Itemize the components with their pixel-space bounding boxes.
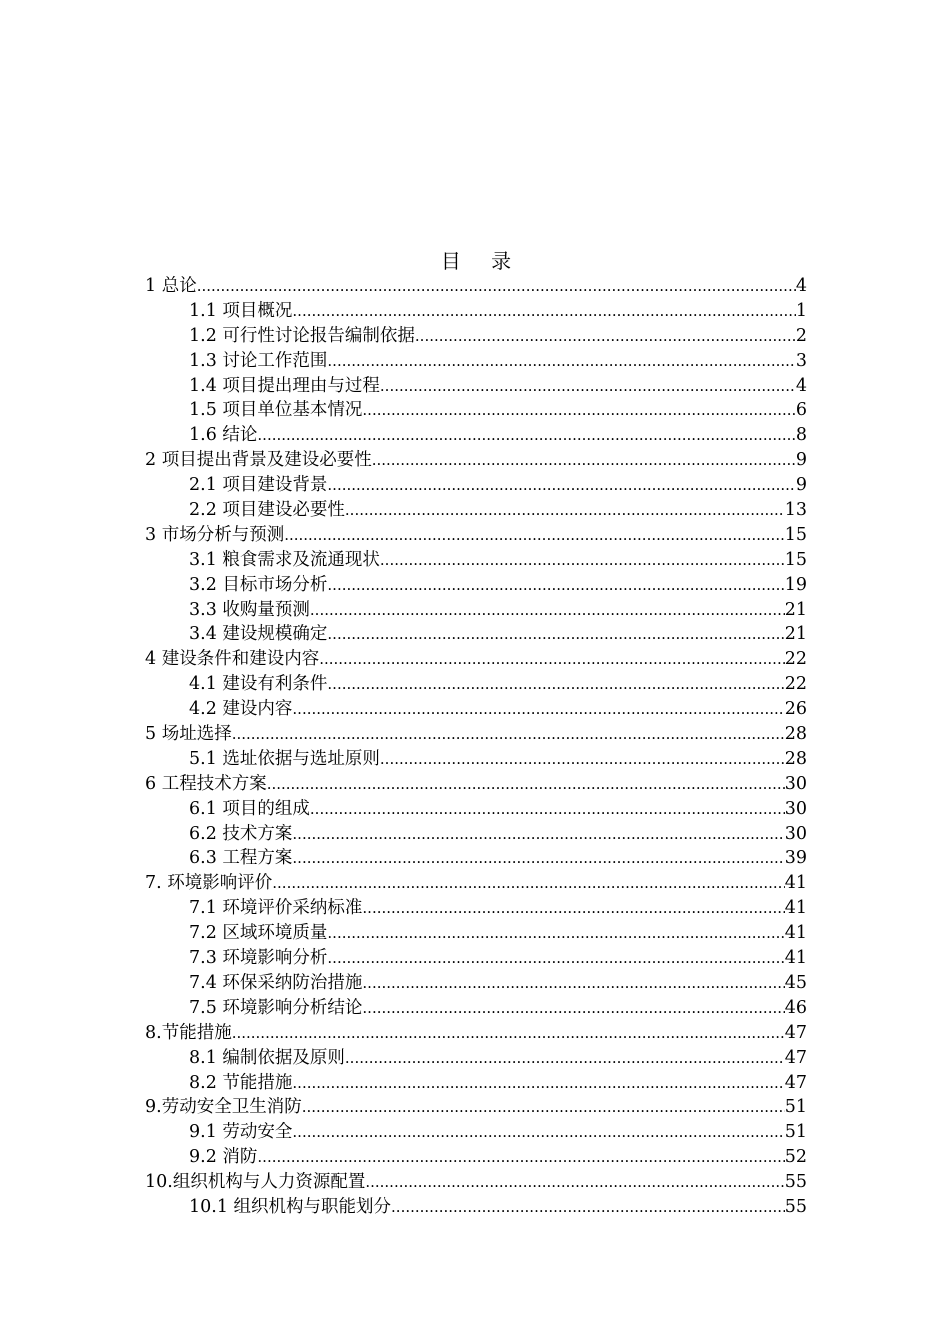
- toc-entry-page: 41: [784, 898, 807, 919]
- toc-entry[interactable]: [145, 598, 807, 623]
- toc-entry[interactable]: [145, 423, 807, 448]
- toc-leader-dots: [327, 946, 784, 971]
- toc-leader-dots: [380, 374, 796, 399]
- toc-entry-label: 10.1 组织机构与职能划分: [189, 1196, 392, 1217]
- toc-leader-dots: [380, 548, 785, 573]
- toc-leader-dots: [365, 1170, 784, 1195]
- toc-entry-page: 41: [784, 873, 807, 894]
- toc-entry-page: 15: [784, 524, 807, 545]
- toc-entry-page: 19: [784, 574, 807, 595]
- toc-entry[interactable]: [145, 747, 807, 772]
- toc-leader-dots: [362, 996, 784, 1021]
- toc-leader-dots: [327, 473, 795, 498]
- toc-entry-page: 2: [795, 325, 807, 346]
- toc-entry-label: 1.6 结论: [189, 425, 258, 446]
- toc-entry[interactable]: [145, 871, 807, 896]
- toc-entry-label: 10.组织机构与人力资源配置: [145, 1172, 366, 1193]
- toc-entry[interactable]: [145, 971, 807, 996]
- toc-entry[interactable]: [145, 1170, 807, 1195]
- toc-leader-dots: [372, 448, 796, 473]
- toc-leader-dots: [391, 1195, 785, 1220]
- toc-entry[interactable]: [145, 921, 807, 946]
- toc-entry-page: 30: [784, 773, 807, 794]
- toc-entry[interactable]: [145, 896, 807, 921]
- toc-leader-dots: [197, 274, 796, 299]
- toc-entry-label: 7.5 环境影响分析结论: [189, 997, 363, 1018]
- toc-entry-page: 1: [795, 300, 807, 321]
- toc-entry-label: 8.1 编制依据及原则: [189, 1047, 345, 1068]
- toc-leader-dots: [345, 498, 785, 523]
- toc-entry-label: 6.3 工程方案: [189, 848, 293, 869]
- toc-entry-page: 41: [784, 923, 807, 944]
- toc-leader-dots: [292, 299, 795, 324]
- toc-title: 目 录: [440, 249, 524, 273]
- toc-leader-dots: [310, 598, 785, 623]
- toc-entry-page: 28: [784, 748, 807, 769]
- toc-entry-page: 45: [784, 972, 807, 993]
- toc-entry[interactable]: [145, 697, 807, 722]
- toc-entry-label: 3.1 粮食需求及流通现状: [189, 549, 380, 570]
- toc-entry[interactable]: [145, 473, 807, 498]
- toc-entry-label: 1.1 项目概况: [189, 300, 293, 321]
- toc-entry-page: 21: [784, 624, 807, 645]
- toc-leader-dots: [302, 1095, 785, 1120]
- toc-leader-dots: [257, 1145, 784, 1170]
- toc-entry[interactable]: [145, 1095, 807, 1120]
- toc-leader-dots: [292, 697, 784, 722]
- toc-entry-label: 1 总论: [145, 276, 197, 296]
- toc-entry-label: 1.3 讨论工作范围: [189, 350, 328, 371]
- toc-entry-page: 52: [784, 1147, 807, 1168]
- toc-entry-label: 3.4 建设规模确定: [189, 624, 328, 645]
- toc-entry-label: 2 项目提出背景及建设必要性: [145, 450, 372, 471]
- toc-entry-page: 26: [784, 699, 807, 720]
- toc-entry-page: 21: [784, 599, 807, 620]
- toc-entry[interactable]: [145, 324, 807, 349]
- toc-entry[interactable]: [145, 1195, 807, 1220]
- toc-entry-label: 1.4 项目提出理由与过程: [189, 375, 380, 396]
- toc-entry-page: 6: [795, 400, 807, 421]
- toc-entry[interactable]: [145, 1046, 807, 1071]
- toc-entry-page: 28: [784, 724, 807, 745]
- toc-entry-page: 30: [784, 823, 807, 844]
- toc-entry-label: 5.1 选址依据与选址原则: [189, 748, 380, 769]
- toc-leader-dots: [327, 349, 795, 374]
- toc-entry[interactable]: [145, 797, 807, 822]
- toc-entry-page: 9: [795, 475, 807, 496]
- toc-leader-dots: [232, 722, 785, 747]
- toc-entry[interactable]: [145, 398, 807, 423]
- toc-entry[interactable]: [145, 846, 807, 871]
- toc-entry[interactable]: [145, 548, 807, 573]
- toc-entry-label: 7. 环境影响评价: [145, 873, 273, 894]
- toc-entry-label: 3.3 收购量预测: [189, 599, 310, 620]
- toc-entry[interactable]: [145, 274, 807, 299]
- toc-entry-page: 8: [795, 425, 807, 446]
- toc-leader-dots: [327, 622, 784, 647]
- toc-leader-dots: [292, 846, 784, 871]
- toc-entry-label: 9.劳动安全卫生消防: [145, 1097, 302, 1118]
- toc-entry-label: 7.3 环境影响分析: [189, 948, 328, 969]
- toc-entry-label: 7.4 环保采纳防治措施: [189, 972, 363, 993]
- toc-leader-dots: [267, 772, 785, 797]
- toc-entry[interactable]: [145, 1120, 807, 1145]
- toc-entry-label: 3 市场分析与预测: [145, 524, 285, 545]
- toc-entry-page: 22: [784, 674, 807, 695]
- toc-entry-page: 13: [784, 500, 807, 521]
- toc-leader-dots: [362, 896, 784, 921]
- toc-entry-page: 55: [784, 1172, 807, 1193]
- toc-entry[interactable]: [145, 448, 807, 473]
- toc-entry[interactable]: [145, 622, 807, 647]
- toc-entry-page: 41: [784, 948, 807, 969]
- toc-entry-label: 5 场址选择: [145, 724, 232, 745]
- toc-entry[interactable]: [145, 573, 807, 598]
- toc-entry[interactable]: [145, 1021, 807, 1046]
- toc-leader-dots: [284, 523, 785, 548]
- toc-entry[interactable]: [145, 647, 807, 672]
- toc-entry-page: 9: [795, 450, 807, 471]
- toc-entry-label: 7.2 区域环境质量: [189, 923, 328, 944]
- toc-leader-dots: [362, 398, 795, 423]
- toc-entry-label: 1.5 项目单位基本情况: [189, 400, 363, 421]
- toc-entry-label: 8.2 节能措施: [189, 1072, 293, 1093]
- toc-leader-dots: [319, 647, 785, 672]
- toc-entry[interactable]: [145, 523, 807, 548]
- toc-list: [145, 274, 807, 1220]
- toc-entry-page: 47: [784, 1022, 807, 1043]
- toc-leader-dots: [292, 822, 784, 847]
- toc-leader-dots: [327, 573, 784, 598]
- toc-entry-page: 46: [784, 997, 807, 1018]
- toc-entry-page: 4: [795, 375, 807, 396]
- toc-entry-page: 15: [784, 549, 807, 570]
- toc-entry-label: 9.2 消防: [189, 1147, 258, 1168]
- toc-entry[interactable]: [145, 1145, 807, 1170]
- toc-leader-dots: [292, 1071, 784, 1096]
- toc-leader-dots: [292, 1120, 784, 1145]
- toc-entry[interactable]: [145, 374, 807, 399]
- toc-entry[interactable]: [145, 349, 807, 374]
- toc-leader-dots: [415, 324, 796, 349]
- toc-entry-page: 47: [784, 1072, 807, 1093]
- toc-entry-label: 8.节能措施: [145, 1022, 232, 1043]
- toc-leader-dots: [257, 423, 795, 448]
- toc-leader-dots: [380, 747, 785, 772]
- toc-entry[interactable]: [145, 498, 807, 523]
- toc-entry[interactable]: [145, 1071, 807, 1096]
- toc-entry-label: 6 工程技术方案: [145, 773, 267, 794]
- table-of-contents: [145, 248, 807, 1220]
- toc-entry-page: 39: [784, 848, 807, 869]
- toc-leader-dots: [232, 1021, 785, 1046]
- toc-leader-dots: [345, 1046, 785, 1071]
- toc-entry[interactable]: [145, 722, 807, 747]
- toc-entry-page: 51: [784, 1097, 807, 1118]
- toc-entry-label: 6.1 项目的组成: [189, 798, 310, 819]
- toc-entry[interactable]: [145, 822, 807, 847]
- toc-entry-page: 4: [795, 276, 807, 296]
- toc-entry-label: 4.2 建设内容: [189, 699, 293, 720]
- toc-entry-page: 22: [784, 649, 807, 670]
- toc-entry-label: 3.2 目标市场分析: [189, 574, 328, 595]
- toc-entry[interactable]: [145, 946, 807, 971]
- toc-entry-label: 2.1 项目建设背景: [189, 475, 328, 496]
- toc-entry-label: 1.2 可行性讨论报告编制依据: [189, 325, 415, 346]
- toc-leader-dots: [362, 971, 784, 996]
- toc-entry[interactable]: [145, 299, 807, 324]
- toc-leader-dots: [272, 871, 784, 896]
- toc-entry-page: 55: [784, 1196, 807, 1217]
- toc-entry-page: 30: [784, 798, 807, 819]
- toc-leader-dots: [310, 797, 785, 822]
- toc-leader-dots: [327, 921, 784, 946]
- toc-entry-label: 7.1 环境评价采纳标准: [189, 898, 363, 919]
- toc-entry-label: 4.1 建设有利条件: [189, 674, 328, 695]
- toc-entry-page: 47: [784, 1047, 807, 1068]
- toc-entry-page: 3: [795, 350, 807, 371]
- toc-leader-dots: [327, 672, 784, 697]
- toc-entry-label: 6.2 技术方案: [189, 823, 293, 844]
- toc-entry[interactable]: [145, 996, 807, 1021]
- toc-entry-label: 4 建设条件和建设内容: [145, 649, 320, 670]
- toc-entry[interactable]: [145, 772, 807, 797]
- toc-entry-page: 51: [784, 1122, 807, 1143]
- toc-entry-label: 2.2 项目建设必要性: [189, 500, 345, 521]
- toc-entry-label: 9.1 劳动安全: [189, 1122, 293, 1143]
- toc-entry[interactable]: [145, 672, 807, 697]
